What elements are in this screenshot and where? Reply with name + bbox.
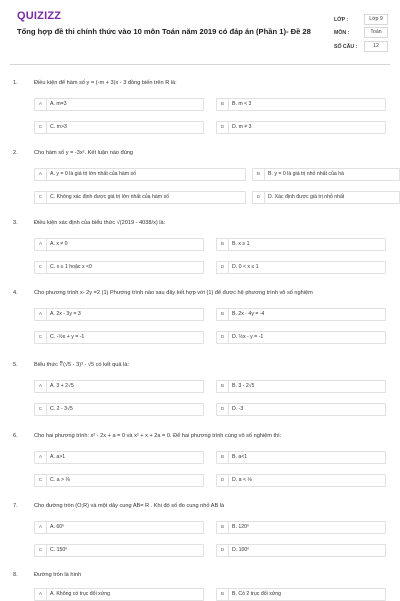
meta-label-class: LỚP : <box>334 17 349 23</box>
option-a[interactable]: A A. Không có trục đối xứng <box>34 588 204 601</box>
option-c[interactable]: C C. m>3 <box>34 121 204 134</box>
question-number: 6. <box>13 433 18 439</box>
option-a[interactable]: A A. y = 0 là giá trị lớn nhất của hàm số <box>34 168 246 181</box>
option-a[interactable]: A A. a>1 <box>34 451 204 464</box>
option-c[interactable]: C C. a > ⅛ <box>34 474 204 487</box>
option-a[interactable]: A A. 3 + 2√5 <box>34 380 204 393</box>
option-a[interactable]: A A. x ≠ 0 <box>34 238 204 251</box>
meta-value-subject: Toán <box>364 27 388 38</box>
meta-value-class: Lớp 9 <box>364 14 388 25</box>
option-b[interactable]: B B. y = 0 là giá trị nhỏ nhất của hà <box>252 168 400 181</box>
question-text: Cho hàm số y = -3x². Kết luận nào đúng <box>34 150 134 156</box>
option-b[interactable]: B B. 3 - 2√5 <box>216 380 386 393</box>
header-divider <box>10 64 390 65</box>
document-title: Tổng hợp đề thi chính thức vào 10 môn Toán năm 2019 có đáp án (Phần 1)- Đề 28 <box>17 27 311 36</box>
option-d[interactable]: D D. a < ⅛ <box>216 474 386 487</box>
meta-label-count: SỐ CÂU : <box>334 44 358 50</box>
option-c[interactable]: C C. x ≥ 1 hoặc x <0 <box>34 261 204 274</box>
option-b[interactable]: B B. 120⁰ <box>216 521 386 534</box>
option-b[interactable]: B B. 2x - 4y = -4 <box>216 308 386 321</box>
option-b[interactable]: B B. a<1 <box>216 451 386 464</box>
option-d[interactable]: D D. ½x - y = -1 <box>216 331 386 344</box>
question-number: 5. <box>13 362 18 368</box>
quizizz-logo: QUIZIZZ <box>17 10 62 22</box>
question-number: 8. <box>13 572 18 578</box>
option-d[interactable]: D D. Xác định được giá trị nhỏ nhất <box>252 191 400 204</box>
option-a[interactable]: A A. m=3 <box>34 98 204 111</box>
question-text: Điều kiện xác định của biểu thức √(2019 - 4038/x) là: <box>34 220 166 226</box>
option-b[interactable]: B B. x ≥ 1 <box>216 238 386 251</box>
meta-label-subject: MÔN : <box>334 30 350 36</box>
question-number: 2. <box>13 150 18 156</box>
question-number: 7. <box>13 503 18 509</box>
option-c[interactable]: C C. 2 - 3√5 <box>34 403 204 416</box>
option-a[interactable]: A A. 2x - 3y = 3 <box>34 308 204 321</box>
option-d[interactable]: D D. -3 <box>216 403 386 416</box>
option-c[interactable]: C C. 150⁰ <box>34 544 204 557</box>
question-text: Điều kiện để hàm số y = (-m + 3)x - 3 đồng biến trên R là: <box>34 80 177 86</box>
option-d[interactable]: D D. 0 < x ≤ 1 <box>216 261 386 274</box>
question-text: Cho phương trình x- 2y =2 (1) Phương trình nào sau đây kết hợp với (1) để được hệ phương trình vô số nghiệm <box>34 290 313 296</box>
question-text: Biểu thức ∛(√5 - 3)³ - √5 có kết quả là: <box>34 362 129 368</box>
option-c[interactable]: C C. -½x + y = -1 <box>34 331 204 344</box>
option-b[interactable]: B B. m < 3 <box>216 98 386 111</box>
option-b[interactable]: B B. Có 2 trục đối xứng <box>216 588 386 601</box>
question-number: 1. <box>13 80 18 86</box>
question-number: 3. <box>13 220 18 226</box>
document-header <box>0 0 400 58</box>
option-a[interactable]: A A. 60⁰ <box>34 521 204 534</box>
option-c[interactable]: C C. Không xác định được giá trị lớn nhất của hàm số <box>34 191 246 204</box>
option-d[interactable]: D D. 100⁰ <box>216 544 386 557</box>
question-text: Cho hai phương trình: x² - 2x + a = 0 và x² + x + 2a = 0. Để hai phương trình cùng vô số nghiệm thì: <box>34 433 282 439</box>
question-text: Cho đường tròn (O;R) và một dây cung AB= R . Khi đó số đo cung nhỏ AB là <box>34 503 225 509</box>
question-text: Đường tròn là hình <box>34 572 82 578</box>
option-d[interactable]: D D. m ≠ 3 <box>216 121 386 134</box>
meta-value-count: 12 <box>364 41 388 52</box>
question-number: 4. <box>13 290 18 296</box>
